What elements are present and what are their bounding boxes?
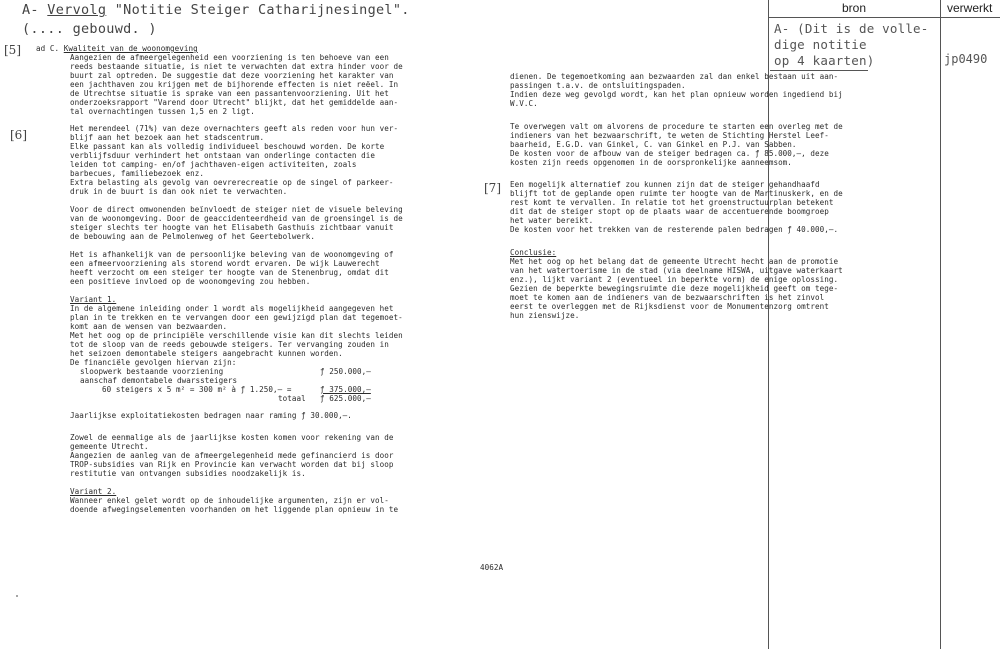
cost-amount-sloopwerk: ƒ 250.000,—	[320, 367, 371, 376]
text-line: Een mogelijk alternatief zou kunnen zijn dat de steiger gehandhaafd	[510, 180, 820, 189]
text-line: Het merendeel (71%) van deze overnachters geeft als reden voor hun ver-	[70, 124, 399, 133]
text-line: Indien deze weg gevolgd wordt, kan het plan opnieuw worden ingediend bij	[510, 90, 843, 99]
bron-underline	[770, 70, 868, 71]
cost-total-amount: ƒ 625.000,—	[320, 394, 371, 403]
cost-amount-steigers: ƒ 375.000,—	[320, 385, 371, 394]
table-header-rule	[768, 17, 1000, 18]
bron-line: op 4 kaarten)	[774, 53, 875, 68]
text-line: kosten zijn reeds opgenomen in de oorspronkelijke aanneemsom.	[510, 158, 792, 167]
variant2-title: Variant 2.	[70, 487, 117, 496]
text-line: plan in te trekken en te vervangen door een gewijzigd plan dat tegemoet-	[70, 313, 403, 322]
cost-table	[70, 367, 430, 403]
text-line: blijf aan het bezoek aan het stadscentrum.	[70, 133, 265, 142]
text-line: Voor de direct omwonenden beïnvloedt de steiger niet de visuele beleving	[70, 205, 403, 214]
margin-note-6: [6]	[10, 128, 27, 142]
section-intro: ad C.	[36, 44, 60, 53]
scan-speck	[16, 595, 18, 597]
conclusion-title: Conclusie:	[510, 248, 557, 257]
text-line: Wanneer enkel gelet wordt op de inhoudelijke argumenten, zijn er vol-	[70, 496, 389, 505]
text-line: Elke passant kan als volledig individueel beschouwd worden. De korte	[70, 142, 385, 151]
page-code: 4062A	[480, 563, 504, 572]
text-line: van het watertoerisme in de stad (via deelname HISWA, uitgave waterkaart	[510, 266, 843, 275]
right-column-body	[510, 72, 843, 320]
cost-item-sloopwerk: sloopwerk bestaande voorziening	[80, 367, 224, 376]
text-line: restitutie van ontvangen subsidies noodzakelijk is.	[70, 469, 306, 478]
text-line: Zowel de eenmalige als de jaarlijkse kosten komen voor rekening van de	[70, 433, 394, 442]
text-line: dit dat de steiger stopt op de plaats waar de accentuerende boomgroep	[510, 207, 829, 216]
archive-code: jp0490	[944, 52, 988, 66]
variant1-title: Variant 1.	[70, 295, 117, 304]
text-line: komt aan de wensen van bezwaarden.	[70, 322, 228, 331]
text-line: steiger slechts ter hoogte van het Elisabeth Gasthuis zichtbaar vanuit	[70, 223, 394, 232]
cost-item-aanschaf: aanschaf demontabele dwarssteigers	[80, 376, 238, 385]
text-line: leiden tot camping- en/of jachthaven-eigen activiteiten, zoals	[70, 160, 357, 169]
text-line: moet te komen aan de indieners van de bezwaarschriften is het zinvol	[510, 293, 825, 302]
text-line: De financiële gevolgen hiervan zijn:	[70, 358, 237, 367]
section-heading	[36, 44, 198, 53]
text-line: blijft tot de geplande open ruimte ter hoogte van de Martinuskerk, en de	[510, 189, 843, 198]
text-line: verblijfsduur verhindert het ontstaan van onderlinge contacten die	[70, 151, 376, 160]
text-line: rest komt te vervallen. In relatie tot het groenstructuurplan betekent	[510, 198, 834, 207]
text-line: Gezien de beperkte bewegingsruimte die deze mogelijkheid geeft om tege-	[510, 284, 839, 293]
text-line: baarheid, E.G.D. van Ginkel, C. van Ginkel en P.J. van Sabben.	[510, 140, 797, 149]
text-line: indieners van het bezwaarschrift, te weten de Stichting Herstel Leef-	[510, 131, 829, 140]
text-line: druk in de buurt is dan ook niet te verwachten.	[70, 187, 288, 196]
table-border-middle	[940, 0, 941, 649]
margin-note-5: [5]	[4, 43, 21, 57]
text-line: enz.), lijkt variant 2 (eventueel in beperkte vorm) de enige oplossing.	[510, 275, 839, 284]
text-line: het seizoen demontabele steigers aangebracht kunnen worden.	[70, 349, 343, 358]
text-line: Met het oog op het belang dat de gemeente Utrecht hecht aan de promotie	[510, 257, 839, 266]
title-rest: "Notitie Steiger Catharijnesingel".	[114, 2, 410, 18]
text-line: dienen. De tegemoetkoming aan bezwaarden zal dan enkel bestaan uit aan-	[510, 72, 839, 81]
text-line: TROP-subsidies van Rijk en Provincie kan verwacht worden dat bij sloop	[70, 460, 394, 469]
text-line: Met het oog op de principiële verschillende visie kan dit slechts leiden	[70, 331, 403, 340]
text-line: de bebouwing aan de Pelmolenweg of het Geertebolwerk.	[70, 232, 315, 241]
document-title	[22, 2, 410, 18]
text-line: hun zienswijze.	[510, 311, 580, 320]
document-subtitle: (.... gebouwd. )	[22, 21, 157, 37]
text-line: van de woonomgeving. Door de geaccidenteerdheid van de groensingel is de	[70, 214, 403, 223]
text-line: de Utrechtse situatie is sprake van een passantenvoorziening. Uit het	[70, 89, 389, 98]
text-line: In de algemene inleiding onder 1 wordt als mogelijkheid aangegeven het	[70, 304, 394, 313]
margin-note-7: [7]	[484, 181, 501, 195]
bron-line: dige notitie	[774, 37, 867, 52]
cost-item-steigers: 60 steigers x 5 m² = 300 m² à ƒ 1.250,— =	[102, 385, 292, 394]
text-line: W.V.C.	[510, 99, 538, 108]
text-line: een afmeervoorziening als storend wordt ervaren. De wijk Lauwerecht	[70, 259, 380, 268]
cost-total-label: totaal	[278, 394, 306, 403]
bron-cell	[774, 21, 929, 69]
text-line: Aangezien de afmeergelegenheid een voorziening is ten behoeve van een	[70, 53, 389, 62]
text-line: reeds bestaande situatie, is niet te verwachten dat extra hinder voor de	[70, 62, 403, 71]
text-line: Aangezien de aanleg van de afmeergelegenheid mede gefinancierd is door	[70, 451, 394, 460]
text-line: heeft verzocht om een steiger ter hoogte van de Stenenbrug, omdat dit	[70, 268, 389, 277]
text-line: tot de sloop van de reeds gebouwde steigers. Ter vervanging zouden in	[70, 340, 389, 349]
text-line: gemeente Utrecht.	[70, 442, 149, 451]
text-line: een jachthaven zou krijgen met de bijhorende effecten is niet reëel. In	[70, 80, 399, 89]
text-line: passingen t.a.v. de ontsluitingspaden.	[510, 81, 686, 90]
text-line: Het is afhankelijk van de persoonlijke beleving van de woonomgeving of	[70, 250, 394, 259]
text-line: doende afwegingselementen voorhanden om het liggende plan opnieuw in te	[70, 505, 399, 514]
bron-line: A- (Dit is de volle-	[774, 21, 929, 36]
text-line: tal overnachtingen tussen 1,5 en 2 ligt.	[70, 107, 255, 116]
section-title: Kwaliteit van de woonomgeving	[63, 44, 198, 53]
text-line: Te overwegen valt om alvorens de procedure te starten een overleg met de	[510, 122, 843, 131]
title-vervolg: Vervolg	[47, 2, 107, 18]
title-prefix: A-	[22, 2, 39, 18]
text-line: eerst te overleggen met de Rijksdienst voor de Monumentenzorg omtrent	[510, 302, 829, 311]
text-line: barbecues, familiebezoek enz.	[70, 169, 205, 178]
left-column-body	[70, 53, 430, 514]
text-line: De kosten voor het trekken van de resterende palen bedragen ƒ 40.000,—.	[510, 225, 839, 234]
text-line: Extra belasting als gevolg van oevrerecreatie op de singel of parkeer-	[70, 178, 394, 187]
text-line: buurt zal optreden. De suggestie dat deze voorziening het karakter van	[70, 71, 394, 80]
text-line: een positieve invloed op de woonomgeving zou hebben.	[70, 277, 311, 286]
col-header-verwerkt: verwerkt	[947, 1, 993, 15]
col-header-bron: bron	[842, 1, 867, 15]
text-line: De kosten voor de afbouw van de steiger bedragen ca. ƒ 85.000,—, deze	[510, 149, 829, 158]
text-line: het water bereikt.	[510, 216, 594, 225]
yearly-costs: Jaarlijkse exploitatiekosten bedragen naar raming ƒ 30.000,—.	[70, 411, 352, 420]
text-line: onderzoeksrapport "Varend door Utrecht" blijkt, dat het gemiddelde aan-	[70, 98, 399, 107]
